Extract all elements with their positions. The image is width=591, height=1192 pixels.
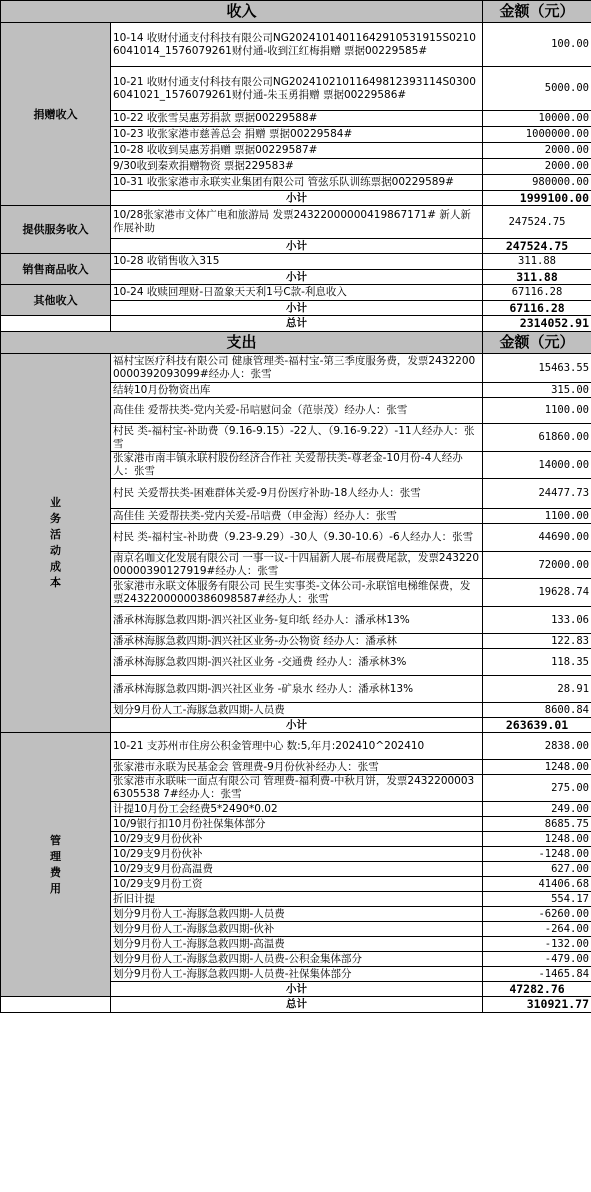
expense-header-label: 支出 [1,332,483,354]
subtotal-amount: 263639.01 [483,718,591,733]
entry-description: 张家港市永联文体服务有限公司 民生实事类-文体公司-永联馆电梯维保费，发票24322000000386098587#经办人：张雪 [111,579,483,607]
table-row [1,254,591,270]
entry-description: 10/9银行扣10月份社保集体部分 [111,817,483,832]
entry-amount: 554.17 [483,892,591,907]
entry-description: 高佳佳 关爱帮扶类-党内关爱-吊唁费（申金海）经办人：张雪 [111,509,483,524]
entry-description: 10-24 收赎回理财-日盈象天天利1号C款-利息收入 [111,285,483,301]
entry-amount: 61860.00 [483,424,591,452]
entry-description: 潘承林海豚急救四期-泗兴社区业务 -交通费 经办人：潘承林3% [111,649,483,676]
subtotal-amount: 247524.75 [483,239,591,254]
subtotal-label: 小计 [111,718,483,733]
entry-description: 南京名咖文化发展有限公司 一事一议-十四届新人展-布展费尾款，发票24322000000390127919#经办人：张雪 [111,552,483,579]
entry-description: 结转10月份物资出库 [111,383,483,398]
table-row [1,285,591,301]
entry-amount: 72000.00 [483,552,591,579]
entry-description: 潘承林海豚急救四期-泗兴社区业务-办公物资 经办人：潘承林 [111,634,483,649]
entry-description: 划分9月份人工-海豚急救四期-伙补 [111,922,483,937]
subtotal-label: 小计 [111,982,483,997]
category-label: 提供服务收入 [1,206,111,254]
income-header-label: 收入 [1,1,483,23]
subtotal-amount: 47282.76 [483,982,591,997]
entry-amount: 1100.00 [483,398,591,424]
entry-amount: 24477.73 [483,479,591,509]
entry-amount: 41406.68 [483,877,591,892]
entry-description: 张家港市永联为民基金会 管理费-9月份伙补经办人：张雪 [111,760,483,775]
entry-amount: 2000.00 [483,159,591,175]
entry-description: 10/29支9月份高温费 [111,862,483,877]
total-label: 总计 [111,997,483,1013]
entry-description: 张家港市南丰镇永联村股份经济合作社 关爱帮扶类-尊老金-10月份-4人经办人：张雪 [111,452,483,479]
subtotal-amount: 67116.28 [483,301,591,316]
entry-amount: 627.00 [483,862,591,877]
entry-amount: 1000000.00 [483,127,591,143]
entry-description: 10-22 收张雪吴惠芳捐款 票据00229588# [111,111,483,127]
entry-amount: 44690.00 [483,524,591,552]
subtotal-label: 小计 [111,301,483,316]
income-total-row [1,316,591,332]
entry-amount: 2838.00 [483,733,591,760]
income-header-row [1,1,591,23]
entry-description: 9/30收到秦欢捐赠物资 票据229583# [111,159,483,175]
entry-description: 划分9月份人工-海豚急救四期-人员费-社保集体部分 [111,967,483,982]
expense-total-row [1,997,591,1013]
entry-description: 村民 类-福村宝-补助费（9.16-9.15）-22人、（9.16-9.22）-11人经办人：张雪 [111,424,483,452]
entry-description: 折旧计提 [111,892,483,907]
total-label: 总计 [111,316,483,332]
entry-description: 10-23 收张家港市慈善总会 捐赠 票据00229584# [111,127,483,143]
entry-amount: 14000.00 [483,452,591,479]
entry-amount: 118.35 [483,649,591,676]
entry-amount: 249.00 [483,802,591,817]
entry-amount: 5000.00 [483,67,591,111]
entry-amount: -132.00 [483,937,591,952]
total-spacer [1,997,111,1013]
category-label-text: 管理费用 [50,833,61,895]
entry-description: 10-21 收财付通支付科技有限公司NG20241021011649812393114S03006041021_1576079261财付通-朱玉勇捐赠 票据00229586# [111,67,483,111]
entry-amount: 1248.00 [483,832,591,847]
entry-amount: -479.00 [483,952,591,967]
entry-description: 10-21 支苏州市住房公积金管理中心 数:5,年月:202410^202410 [111,733,483,760]
entry-amount: 8600.84 [483,703,591,718]
table-row [1,206,591,239]
entry-description: 划分9月份人工-海豚急救四期-高温费 [111,937,483,952]
subtotal-amount: 311.88 [483,270,591,285]
entry-amount: 67116.28 [483,285,591,301]
subtotal-label: 小计 [111,191,483,206]
entry-description: 潘承林海豚急救四期-泗兴社区业务-复印纸 经办人：潘承林13% [111,607,483,634]
entry-description: 村民 类-福村宝-补助费（9.23-9.29）-30人（9.30-10.6）-6人经办人：张雪 [111,524,483,552]
subtotal-label: 小计 [111,239,483,254]
entry-amount: 275.00 [483,775,591,802]
entry-amount: -1248.00 [483,847,591,862]
category-label-text: 业务活动成本 [50,496,61,589]
category-label: 其他收入 [1,285,111,316]
entry-amount: 100.00 [483,23,591,67]
entry-amount: 1100.00 [483,509,591,524]
entry-amount: 122.83 [483,634,591,649]
category-label [1,354,111,733]
entry-amount: 10000.00 [483,111,591,127]
entry-description: 计提10月份工会经费5*2490*0.02 [111,802,483,817]
category-label: 捐赠收入 [1,23,111,206]
subtotal-amount: 1999100.00 [483,191,591,206]
entry-amount: 1248.00 [483,760,591,775]
entry-description: 10/29支9月份伙补 [111,847,483,862]
table-row [1,23,591,67]
entry-amount: 2000.00 [483,143,591,159]
entry-description: 张家港市永联味一面点有限公司 管理费-福利费-中秋月饼，发票24322000036305538 7#经办人：张雪 [111,775,483,802]
entry-amount: 19628.74 [483,579,591,607]
entry-description: 10/28张家港市文体广电和旅游局 发票24322000000419867171# 新人新作展补助 [111,206,483,239]
entry-description: 高佳佳 爱帮扶类-党内关爱-吊唁慰问金（范崇茂）经办人：张雪 [111,398,483,424]
entry-description: 10-14 收财付通支付科技有限公司NG20241014011642910531915S02106041014_1576079261财付通-收到江红梅捐赠 票据00229585# [111,23,483,67]
entry-amount: 8685.75 [483,817,591,832]
entry-description: 10/29支9月份伙补 [111,832,483,847]
table-row [1,733,591,760]
entry-amount: 311.88 [483,254,591,270]
expense-header-row [1,332,591,354]
subtotal-label: 小计 [111,270,483,285]
entry-amount: 28.91 [483,676,591,703]
total-amount: 310921.77 [483,997,591,1013]
entry-description: 划分9月份人工-海豚急救四期-人员费-公积金集体部分 [111,952,483,967]
entry-amount: -1465.84 [483,967,591,982]
entry-description: 潘承林海豚急救四期-泗兴社区业务 -矿泉水 经办人：潘承林13% [111,676,483,703]
income-header-amount: 金额（元） [483,1,591,23]
entry-amount: 980000.00 [483,175,591,191]
entry-description: 10-28 收收到吴惠芳捐赠 票据00229587# [111,143,483,159]
total-spacer [1,316,111,332]
table-row [1,354,591,383]
category-label: 销售商品收入 [1,254,111,285]
entry-description: 划分9月份人工-海豚急救四期-人员费 [111,907,483,922]
entry-amount: 133.06 [483,607,591,634]
entry-amount: -6260.00 [483,907,591,922]
entry-amount: -264.00 [483,922,591,937]
entry-description: 村民 关爱帮扶类-困难群体关爱-9月份医疗补助-18人经办人：张雪 [111,479,483,509]
entry-description: 划分9月份人工-海豚急救四期-人员费 [111,703,483,718]
expense-header-amount: 金额（元） [483,332,591,354]
entry-amount: 15463.55 [483,354,591,383]
total-amount: 2314052.91 [483,316,591,332]
category-label [1,733,111,997]
entry-description: 10/29支9月份工资 [111,877,483,892]
entry-description: 10-28 收销售收入315 [111,254,483,270]
entry-amount: 315.00 [483,383,591,398]
entry-amount: 247524.75 [483,206,591,239]
entry-description: 10-31 收张家港市永联实业集团有限公司 管弦乐队训练票据00229589# [111,175,483,191]
entry-description: 福村宝医疗科技有限公司 健康管理类-福村宝-第三季度服务费，发票24322000000392093099#经办人：张雪 [111,354,483,383]
